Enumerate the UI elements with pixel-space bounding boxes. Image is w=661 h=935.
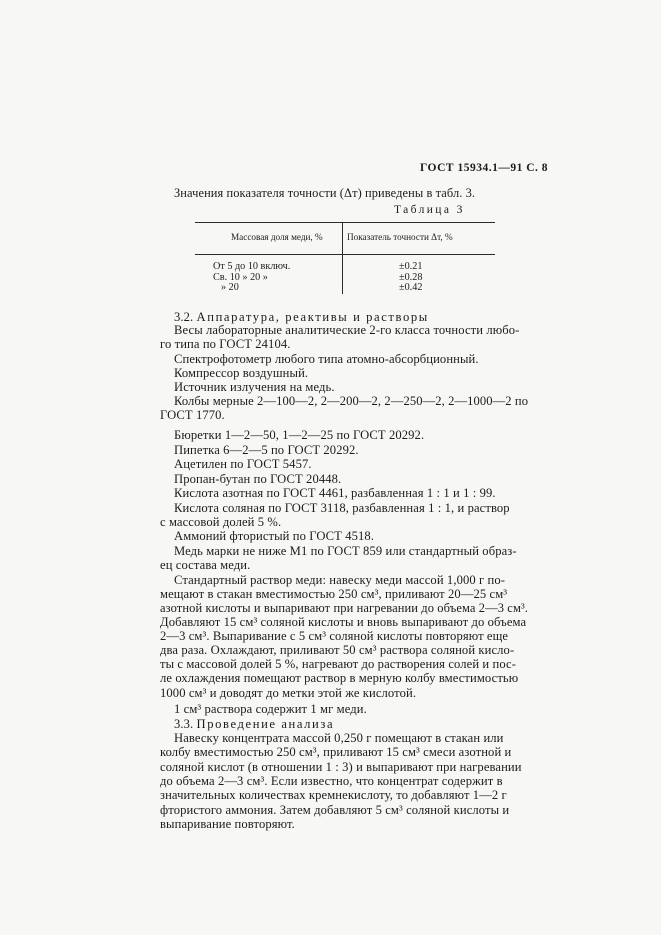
text-line: го типа по ГОСТ 24104. [160, 337, 291, 351]
text-line: Стандартный раствор меди: навеску меди массой 1,000 г по- [174, 573, 506, 587]
text-line: Кислота соляная по ГОСТ 3118, разбавленная 1 : 1, и раствор [174, 501, 510, 515]
text-line: соляной кислот (в отношении 1 : 3) и выпаривают при нагревании [160, 760, 522, 774]
text-line: Добавляют 15 см³ соляной кислоты и вновь выпаривают до объема [160, 615, 527, 629]
text-line: 1 см³ раствора содержит 1 мг меди. [174, 702, 367, 716]
text-line: значительных количествах кремнекислоту, то добавляют 1—2 г [160, 788, 507, 802]
text-line: Медь марки не ниже М1 по ГОСТ 859 или стандартный образ- [174, 544, 517, 558]
text-line: фтористого аммония. Затем добавляют 5 см³ соляной кислоты и [160, 803, 510, 817]
text-line: 2—3 см³. Выпаривание с 5 см³ соляной кислоты повторяют еще [160, 629, 509, 643]
text-line: ГОСТ 1770. [160, 408, 225, 422]
text-line: Кислота азотная по ГОСТ 4461, разбавленная 1 : 1 и 1 : 99. [174, 486, 496, 500]
text-line: 1000 см³ и доводят до метки этой же кислотой. [160, 686, 417, 700]
text-line: Компрессор воздушный. [174, 366, 309, 380]
section-title: Аппаратура, реактивы и растворы [196, 310, 429, 324]
text-line: ты с массовой долей 5 %, нагревают до растворения солей и пос- [160, 657, 517, 671]
table-row-range: Св. 10 » 20 » [213, 271, 268, 283]
text-line: с массовой долей 5 %. [160, 515, 282, 529]
text-line: Пипетка 6—2—5 по ГОСТ 20292. [174, 443, 359, 457]
intro-paragraph: Значения показателя точности (Δт) приведены в табл. 3. [174, 186, 476, 200]
table-row-value: ±0.42 [399, 282, 423, 293]
table-row-value: ±0.28 [399, 271, 423, 283]
table-row-value: ±0.21 [399, 261, 423, 272]
text-line: мещают в стакан вместимостью 250 см³, приливают 20—25 см³ [160, 587, 508, 601]
text-line: Весы лабораторные аналитические 2-го класса точности любо- [174, 323, 520, 337]
text-line: Ацетилен по ГОСТ 5457. [174, 457, 312, 471]
text-line: до объема 2—3 см³. Если известно, что концентрат содержит в [160, 774, 503, 788]
table-row-range: » 20 [221, 282, 239, 293]
text-line: азотной кислоты и выпаривают при нагревании до объема 2—3 см³. [160, 601, 529, 615]
column-header-copper-fraction: Массовая доля меди, % [231, 232, 323, 242]
text-line: выпаривание повторяют. [160, 817, 295, 831]
text-line: Пропан-бутан по ГОСТ 20448. [174, 472, 342, 486]
table-column-divider [342, 222, 343, 294]
table-header-rule [195, 254, 495, 255]
section-3-2-heading [174, 310, 429, 324]
section-title: Проведение анализа [196, 717, 335, 731]
text-line: Колбы мерные 2—100—2, 2—200—2, 2—250—2, 2—1000—2 по [174, 394, 529, 408]
text-line: Навеску концентрата массой 0,250 г помещают в стакан или [174, 731, 504, 745]
section-3-3-heading [174, 717, 334, 731]
table-top-rule [195, 222, 495, 223]
accuracy-table [195, 222, 495, 294]
text-line: два раза. Охлаждают, приливают 50 см³ раствора соляной кисло- [160, 643, 515, 657]
table-title: Таблица 3 [394, 204, 465, 216]
table-row-range: От 5 до 10 включ. [213, 261, 291, 272]
text-line: ец состава меди. [160, 558, 251, 572]
page-header-reference: ГОСТ 15934.1—91 С. 8 [420, 162, 549, 174]
text-line: Бюретки 1—2—50, 1—2—25 по ГОСТ 20292. [174, 428, 425, 442]
section-number: 3.2. [174, 310, 194, 324]
text-line: Спектрофотометр любого типа атомно-абсорбционный. [174, 352, 479, 366]
text-line: Аммоний фтористый по ГОСТ 4518. [174, 529, 375, 543]
text-line: колбу вместимостью 250 см³, приливают 15 см³ смеси азотной и [160, 745, 512, 759]
column-header-accuracy: Показатель точности Δт, % [347, 232, 453, 242]
text-line: ле охлаждения помещают раствор в мерную колбу вместимостью [160, 671, 519, 685]
section-number: 3.3. [174, 717, 194, 731]
text-line: Источник излучения на медь. [174, 380, 335, 394]
